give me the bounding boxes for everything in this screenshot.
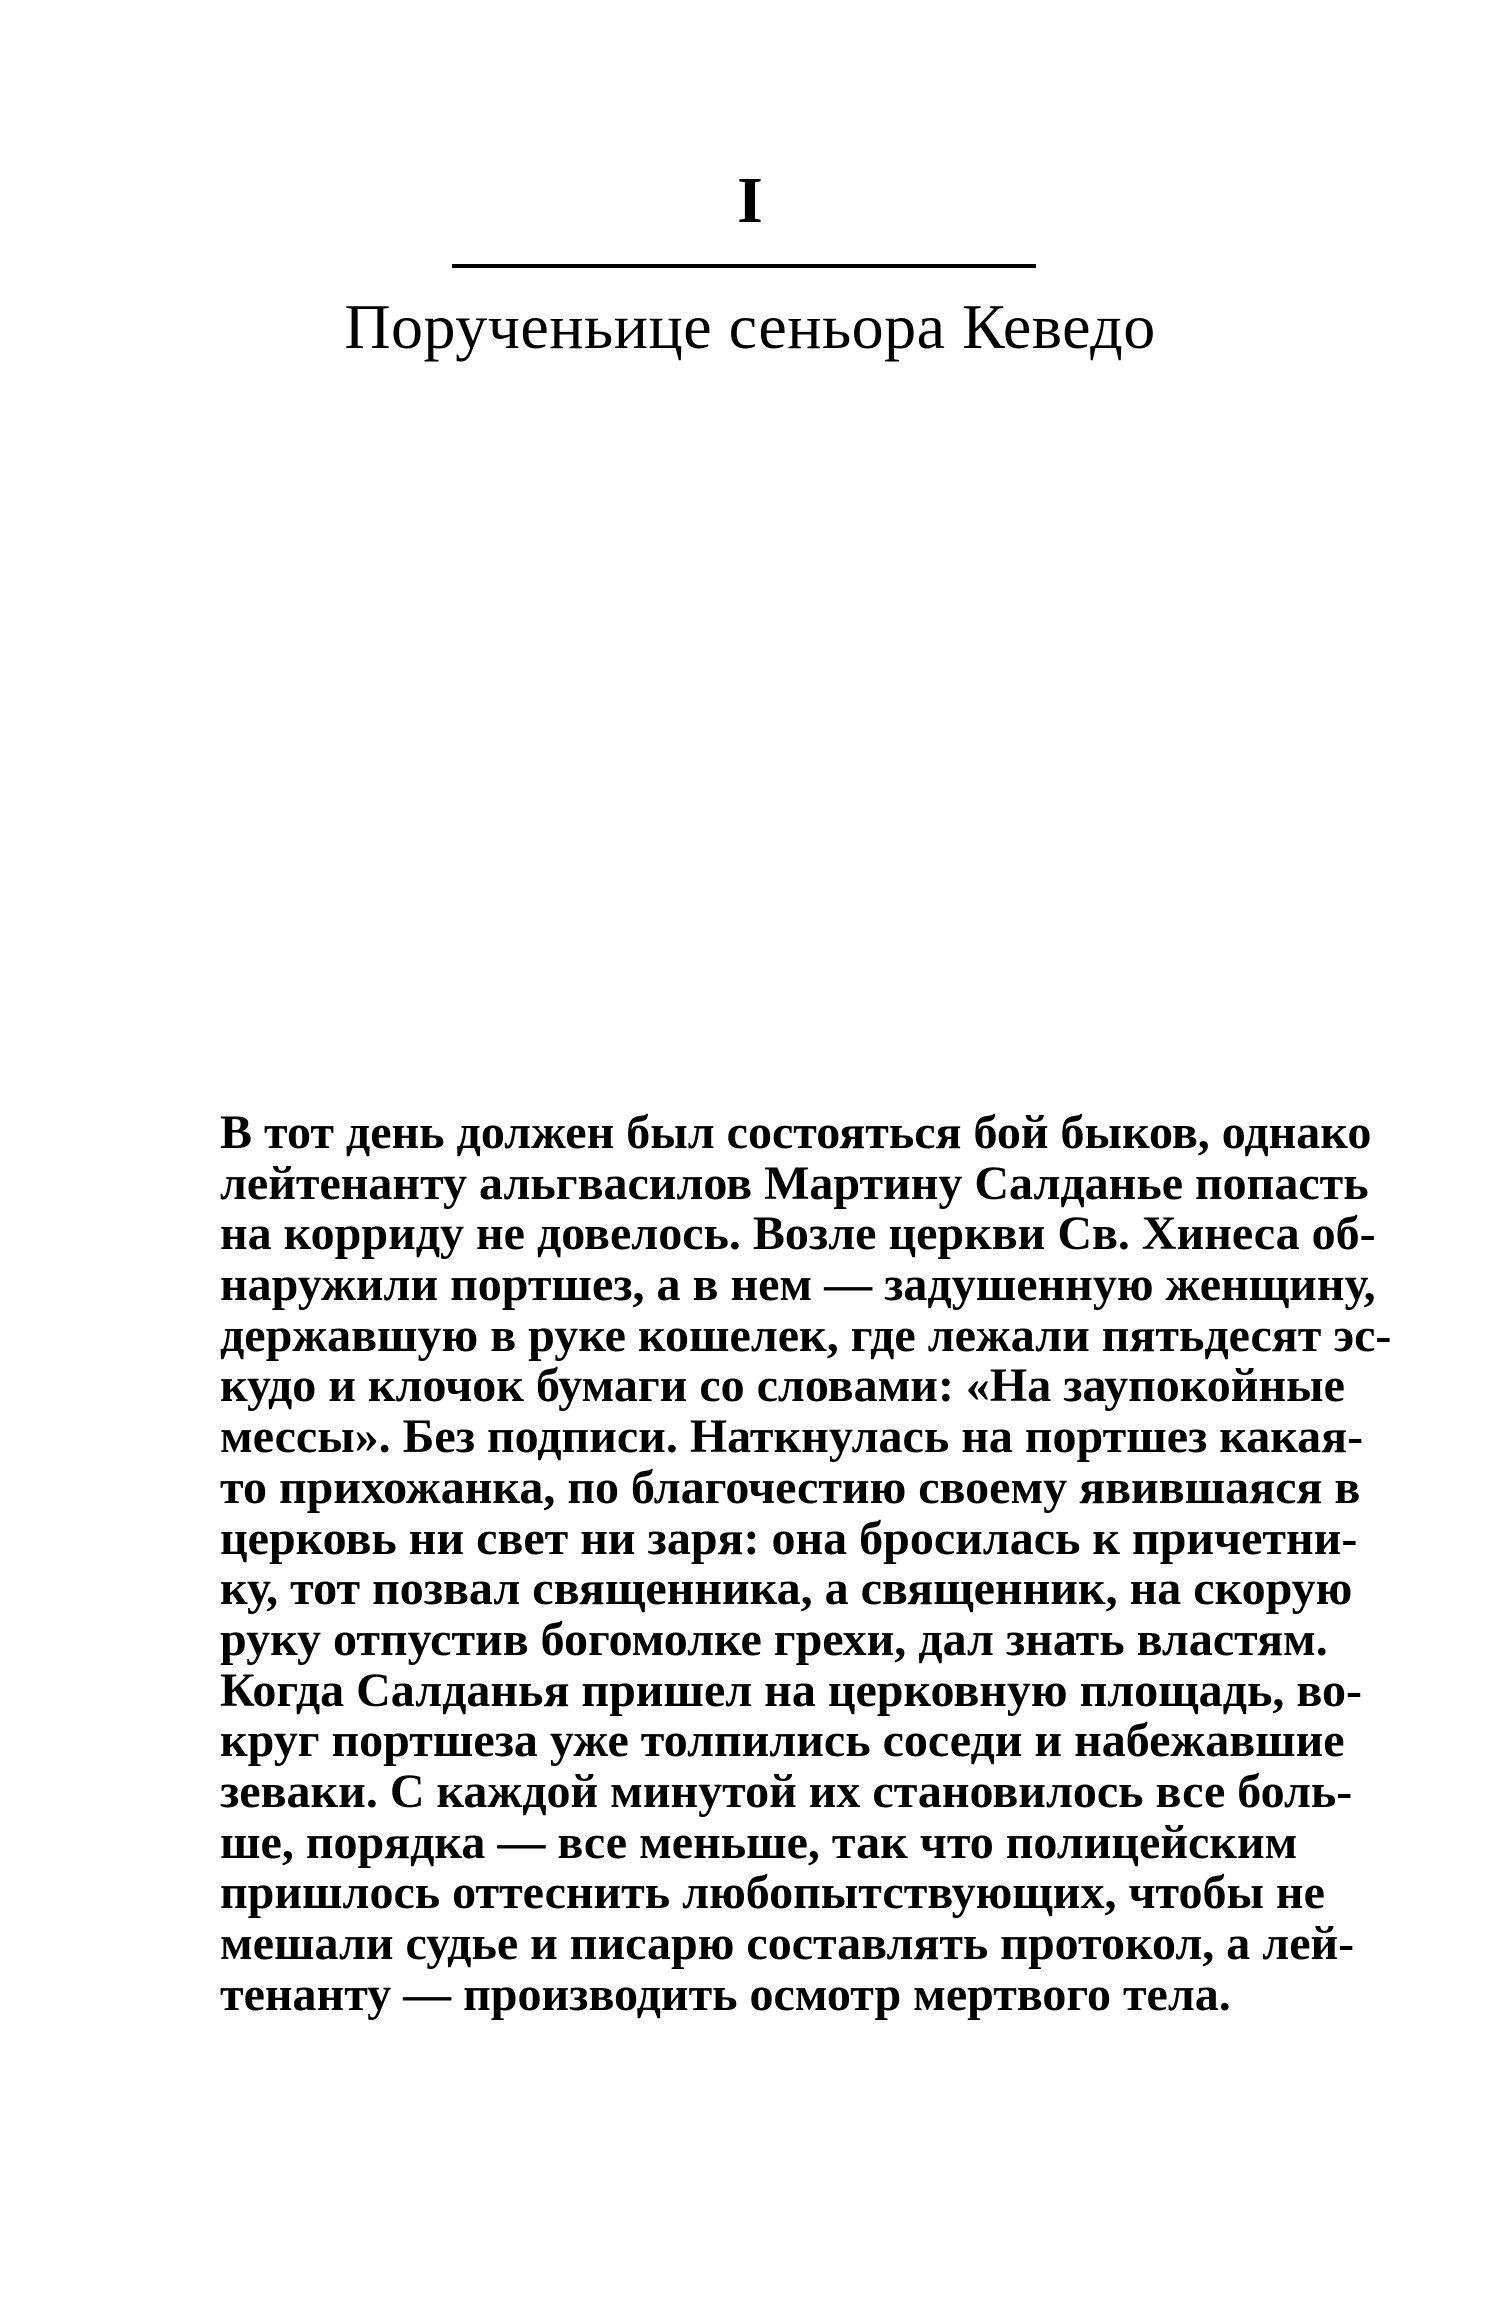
text-line: ку, тот позвал священника, а священник, на скорую [220,1562,1353,1616]
text-line: В тот день должен был состояться бой быков, однако [220,1106,1372,1159]
text-line: мешали судье и писарю составлять протокол, а лей- [220,1917,1355,1970]
body-paragraph [220,1106,1392,2021]
chapter-divider-rule [452,264,1036,268]
text-line: на корриду не довелось. Возле церкви Св. Хинеса об- [220,1207,1376,1261]
text-line: лейтенанту альгвасилов Мартину Салданье попасть [220,1156,1369,1210]
text-line: Когда Салданья пришел на церковную площадь, во- [220,1663,1362,1717]
text-line: ше, порядка — все меньше, так что полицейским [220,1815,1298,1869]
text-line: кудо и клочок бумаги со словами: «На заупокойные [220,1359,1345,1413]
text-line: пришлось оттеснить любопытствующих, чтобы не [220,1866,1325,1920]
text-line: зеваки. С каждой минутой их становилось все боль- [220,1764,1353,1818]
text-line: тенанту — производить осмотр мертвого тела. [220,1967,1231,2021]
text-line: державшую в руке кошелек, где лежали пятьдесят эс- [220,1308,1392,1362]
text-line: мессы». Без подписи. Наткнулась на портшез какая- [220,1410,1364,1464]
chapter-title: Порученьице сеньора Кеведо [344,291,1156,362]
text-line: церковь ни свет ни заря: она бросилась к причетни- [220,1511,1358,1565]
text-line: то прихожанка, по благочестию своему явившаяся в [220,1460,1361,1514]
text-line: круг портшеза уже толпились соседи и набежавшие [220,1714,1345,1768]
chapter-number: I [737,164,763,237]
text-line: наружили портшез, а в нем — задушенную женщину, [220,1258,1376,1312]
text-line: руку отпустив богомолке грехи, дал знать властям. [220,1612,1328,1666]
